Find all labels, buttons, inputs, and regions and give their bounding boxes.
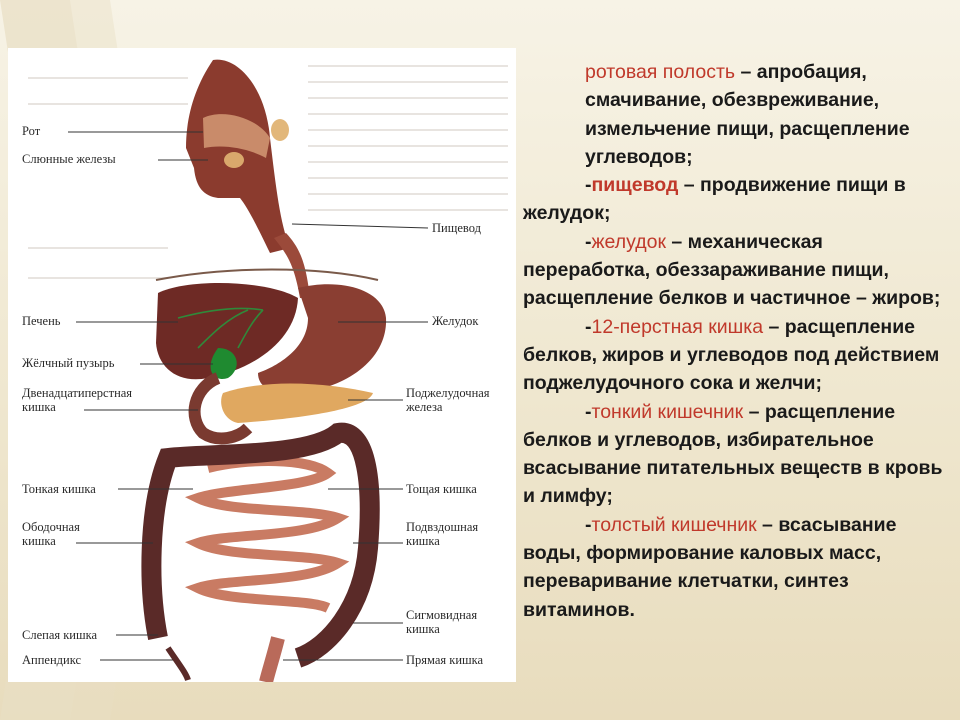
item-text: – расщепление белков, жиров и углеводов под действием поджелудочного сока и желчи; — [523, 315, 940, 395]
digestion-functions-text — [523, 58, 943, 624]
item-duodenum — [523, 313, 943, 398]
item-esophagus — [523, 171, 943, 228]
item-large-intestine — [523, 511, 943, 624]
item-prefix: - — [585, 174, 592, 197]
item-prefix: - — [585, 400, 592, 423]
item-text: – механическая переработка, обеззараживание пищи, расщепление белков и частичное – жиров; — [523, 230, 941, 310]
item-stomach — [523, 228, 943, 313]
rectum — [266, 638, 278, 682]
item-text: – всасывание воды, формирование каловых масс, переваривание клетчатки, синтез витаминов. — [523, 513, 897, 621]
label-mouth: Рот — [22, 124, 41, 138]
item-mouth — [523, 58, 943, 171]
label-colon: Ободочная кишка — [22, 520, 80, 548]
label-duodenum: Двенадцатиперстная кишка — [22, 386, 133, 414]
item-text: – расщепление белков и углеводов, избирательное всасывание питательных веществ в кровь и лимфу; — [523, 400, 943, 508]
label-esophagus: Пищевод — [432, 221, 481, 235]
label-jejunum: Тощая кишка — [406, 482, 477, 496]
label-pancreas: Поджелудочная железа — [406, 386, 490, 414]
label-gallbladder: Жёлчный пузырь — [22, 356, 115, 370]
label-salivary-glands: Слюнные железы — [22, 152, 116, 166]
label-appendix: Аппендикс — [22, 653, 82, 667]
appendix — [168, 648, 188, 680]
item-prefix: - — [585, 513, 592, 536]
term-oral-cavity: ротовая полость — [585, 61, 736, 83]
item-text: – апробация, смачивание, обезвреживание, измельчение пищи, расщепление углеводов; — [585, 61, 910, 168]
item-prefix: - — [585, 230, 592, 253]
term-stomach: желудок — [591, 230, 666, 253]
term-small-intestine: тонкий кишечник — [591, 400, 744, 423]
item-prefix: - — [585, 315, 592, 338]
label-cecum: Слепая кишка — [22, 628, 98, 642]
label-sigmoid-colon: Сигмовидная кишка — [406, 608, 478, 636]
label-ileum: Подвздошная кишка — [406, 520, 479, 548]
pancreas — [221, 384, 373, 423]
item-small-intestine — [523, 398, 943, 511]
small-intestine — [198, 461, 338, 608]
colon — [151, 433, 369, 658]
label-stomach: Желудок — [432, 314, 479, 328]
digestive-system-figure — [8, 48, 516, 682]
term-esophagus: пищевод — [591, 174, 679, 197]
term-large-intestine: толстый кишечник — [591, 513, 757, 536]
term-duodenum: 12-перстная кишка — [591, 315, 764, 338]
label-small-intestine: Тонкая кишка — [22, 482, 96, 496]
label-liver: Печень — [22, 314, 61, 328]
label-rectum: Прямая кишка — [406, 653, 484, 667]
item-text: – продвижение пищи в желудок; — [523, 174, 906, 225]
